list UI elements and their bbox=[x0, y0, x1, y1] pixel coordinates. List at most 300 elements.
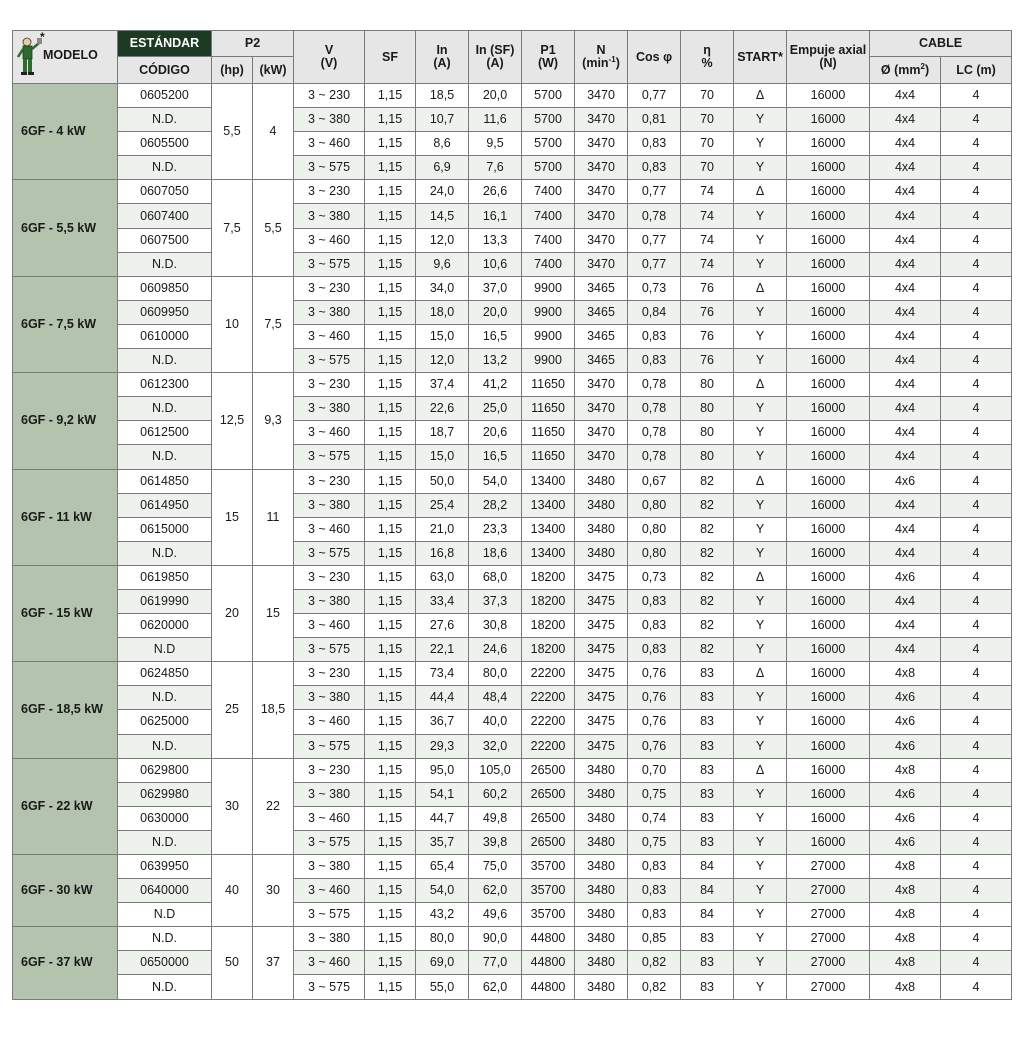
cell-p1: 18200 bbox=[522, 589, 575, 613]
cell-codigo: 0625000 bbox=[118, 710, 212, 734]
cell-sf: 1,15 bbox=[365, 324, 416, 348]
cell-cable-lc: 4 bbox=[941, 180, 1012, 204]
cell-empuje: 16000 bbox=[787, 806, 870, 830]
cell-p1: 9900 bbox=[522, 349, 575, 373]
cell-eta: 70 bbox=[681, 108, 734, 132]
cell-empuje: 16000 bbox=[787, 758, 870, 782]
cell-p1: 35700 bbox=[522, 903, 575, 927]
cell-in-sf: 13,2 bbox=[469, 349, 522, 373]
table-row bbox=[13, 421, 1012, 445]
table-row bbox=[13, 830, 1012, 854]
cell-eta: 84 bbox=[681, 879, 734, 903]
cell-sf: 1,15 bbox=[365, 830, 416, 854]
model-cell: 6GF - 9,2 kW bbox=[13, 373, 118, 469]
cell-cable-diam: 4x6 bbox=[870, 734, 941, 758]
cell-voltage: 3 ~ 230 bbox=[294, 758, 365, 782]
cell-eta: 74 bbox=[681, 252, 734, 276]
cell-n: 3470 bbox=[575, 84, 628, 108]
cell-cable-diam: 4x6 bbox=[870, 469, 941, 493]
cell-n: 3465 bbox=[575, 349, 628, 373]
header-hp: (hp) bbox=[212, 57, 253, 84]
cell-cable-lc: 4 bbox=[941, 445, 1012, 469]
cell-eta: 76 bbox=[681, 324, 734, 348]
cell-cos: 0,76 bbox=[628, 734, 681, 758]
cell-start: Y bbox=[734, 830, 787, 854]
cell-sf: 1,15 bbox=[365, 541, 416, 565]
cell-cable-lc: 4 bbox=[941, 565, 1012, 589]
cell-start: Y bbox=[734, 445, 787, 469]
cell-in-sf: 9,5 bbox=[469, 132, 522, 156]
cell-empuje: 27000 bbox=[787, 855, 870, 879]
cell-n: 3470 bbox=[575, 373, 628, 397]
cell-eta: 83 bbox=[681, 686, 734, 710]
cell-cos: 0,76 bbox=[628, 710, 681, 734]
cell-n: 3465 bbox=[575, 324, 628, 348]
cell-cable-diam: 4x8 bbox=[870, 927, 941, 951]
header-p2: P2 bbox=[212, 31, 294, 57]
cell-codigo: N.D. bbox=[118, 734, 212, 758]
cell-sf: 1,15 bbox=[365, 180, 416, 204]
cell-n: 3480 bbox=[575, 879, 628, 903]
header-lc: LC (m) bbox=[941, 57, 1012, 84]
model-cell: 6GF - 37 kW bbox=[13, 927, 118, 999]
cell-codigo: 0629980 bbox=[118, 782, 212, 806]
cell-voltage: 3 ~ 575 bbox=[294, 445, 365, 469]
table-row bbox=[13, 469, 1012, 493]
cell-empuje: 16000 bbox=[787, 469, 870, 493]
table-body bbox=[13, 84, 1012, 1000]
cell-n: 3480 bbox=[575, 517, 628, 541]
cell-eta: 70 bbox=[681, 156, 734, 180]
cell-p2-kw: 7,5 bbox=[253, 276, 294, 372]
cell-n: 3480 bbox=[575, 855, 628, 879]
cell-in: 44,7 bbox=[416, 806, 469, 830]
cell-empuje: 16000 bbox=[787, 493, 870, 517]
header-cos: Cos φ bbox=[628, 31, 681, 84]
cell-codigo: 0607050 bbox=[118, 180, 212, 204]
table-row bbox=[13, 927, 1012, 951]
cell-in: 54,0 bbox=[416, 879, 469, 903]
cell-cable-diam: 4x4 bbox=[870, 541, 941, 565]
cell-cable-diam: 4x4 bbox=[870, 180, 941, 204]
cell-voltage: 3 ~ 230 bbox=[294, 565, 365, 589]
cell-voltage: 3 ~ 230 bbox=[294, 662, 365, 686]
cell-cable-diam: 4x8 bbox=[870, 879, 941, 903]
table-row bbox=[13, 541, 1012, 565]
cell-in: 24,0 bbox=[416, 180, 469, 204]
cell-n: 3480 bbox=[575, 975, 628, 999]
cell-cable-lc: 4 bbox=[941, 734, 1012, 758]
cell-in-sf: 105,0 bbox=[469, 758, 522, 782]
cell-in-sf: 13,3 bbox=[469, 228, 522, 252]
cell-n: 3470 bbox=[575, 180, 628, 204]
cell-sf: 1,15 bbox=[365, 421, 416, 445]
cell-n: 3480 bbox=[575, 830, 628, 854]
cell-p1: 22200 bbox=[522, 686, 575, 710]
cell-start: Y bbox=[734, 927, 787, 951]
cell-voltage: 3 ~ 460 bbox=[294, 879, 365, 903]
cell-cable-lc: 4 bbox=[941, 879, 1012, 903]
cell-cable-lc: 4 bbox=[941, 758, 1012, 782]
cell-voltage: 3 ~ 380 bbox=[294, 397, 365, 421]
cell-empuje: 16000 bbox=[787, 541, 870, 565]
cell-empuje: 16000 bbox=[787, 349, 870, 373]
cell-p1: 7400 bbox=[522, 252, 575, 276]
header-empuje: Empuje axial (N) bbox=[787, 31, 870, 84]
cell-p1: 26500 bbox=[522, 782, 575, 806]
table-row bbox=[13, 397, 1012, 421]
cell-n: 3475 bbox=[575, 565, 628, 589]
cell-codigo: 0609950 bbox=[118, 300, 212, 324]
cell-start: Y bbox=[734, 517, 787, 541]
cell-empuje: 27000 bbox=[787, 903, 870, 927]
cell-empuje: 16000 bbox=[787, 445, 870, 469]
cell-eta: 82 bbox=[681, 638, 734, 662]
cell-cos: 0,83 bbox=[628, 903, 681, 927]
cell-sf: 1,15 bbox=[365, 300, 416, 324]
cell-in-sf: 16,5 bbox=[469, 324, 522, 348]
cell-cos: 0,84 bbox=[628, 300, 681, 324]
cell-in: 35,7 bbox=[416, 830, 469, 854]
cell-in-sf: 39,8 bbox=[469, 830, 522, 854]
cell-n: 3470 bbox=[575, 421, 628, 445]
cell-empuje: 16000 bbox=[787, 132, 870, 156]
cell-cos: 0,74 bbox=[628, 806, 681, 830]
cell-empuje: 16000 bbox=[787, 589, 870, 613]
cell-n: 3465 bbox=[575, 300, 628, 324]
header-sf: SF bbox=[365, 31, 416, 84]
cell-in: 27,6 bbox=[416, 614, 469, 638]
cell-start: Δ bbox=[734, 565, 787, 589]
cell-codigo: 0605200 bbox=[118, 84, 212, 108]
cell-start: Y bbox=[734, 614, 787, 638]
cell-in-sf: 80,0 bbox=[469, 662, 522, 686]
header-in-sf: In (SF) (A) bbox=[469, 31, 522, 84]
cell-codigo: 0612300 bbox=[118, 373, 212, 397]
cell-empuje: 16000 bbox=[787, 324, 870, 348]
cell-cable-diam: 4x4 bbox=[870, 324, 941, 348]
cell-eta: 74 bbox=[681, 180, 734, 204]
model-cell: 6GF - 11 kW bbox=[13, 469, 118, 565]
header-modelo bbox=[13, 31, 118, 84]
cell-cable-diam: 4x4 bbox=[870, 614, 941, 638]
cell-p2-hp: 20 bbox=[212, 565, 253, 661]
cell-sf: 1,15 bbox=[365, 638, 416, 662]
cell-start: Y bbox=[734, 638, 787, 662]
cell-cable-lc: 4 bbox=[941, 421, 1012, 445]
cell-cable-diam: 4x6 bbox=[870, 806, 941, 830]
cell-cable-diam: 4x4 bbox=[870, 493, 941, 517]
cell-in: 34,0 bbox=[416, 276, 469, 300]
cell-p2-hp: 50 bbox=[212, 927, 253, 999]
cell-cos: 0,78 bbox=[628, 421, 681, 445]
cell-start: Y bbox=[734, 589, 787, 613]
cell-voltage: 3 ~ 380 bbox=[294, 855, 365, 879]
table-row bbox=[13, 300, 1012, 324]
cell-p1: 13400 bbox=[522, 469, 575, 493]
cell-in: 22,6 bbox=[416, 397, 469, 421]
cell-codigo: N.D. bbox=[118, 686, 212, 710]
cell-cable-lc: 4 bbox=[941, 830, 1012, 854]
cell-p1: 13400 bbox=[522, 517, 575, 541]
cell-n: 3475 bbox=[575, 638, 628, 662]
cell-in-sf: 20,6 bbox=[469, 421, 522, 445]
cell-n: 3465 bbox=[575, 276, 628, 300]
cell-codigo: 0620000 bbox=[118, 614, 212, 638]
cell-codigo: 0607400 bbox=[118, 204, 212, 228]
cell-sf: 1,15 bbox=[365, 156, 416, 180]
table-row bbox=[13, 493, 1012, 517]
cell-p1: 13400 bbox=[522, 493, 575, 517]
cell-in-sf: 16,1 bbox=[469, 204, 522, 228]
cell-p1: 11650 bbox=[522, 445, 575, 469]
cell-eta: 83 bbox=[681, 710, 734, 734]
cell-codigo: 0614950 bbox=[118, 493, 212, 517]
cell-cable-lc: 4 bbox=[941, 589, 1012, 613]
table-row bbox=[13, 204, 1012, 228]
cell-empuje: 16000 bbox=[787, 228, 870, 252]
cell-empuje: 16000 bbox=[787, 565, 870, 589]
cell-sf: 1,15 bbox=[365, 493, 416, 517]
cell-voltage: 3 ~ 380 bbox=[294, 204, 365, 228]
table-row bbox=[13, 806, 1012, 830]
table-row bbox=[13, 445, 1012, 469]
cell-eta: 83 bbox=[681, 927, 734, 951]
model-cell: 6GF - 15 kW bbox=[13, 565, 118, 661]
cell-cable-lc: 4 bbox=[941, 156, 1012, 180]
cell-cable-diam: 4x4 bbox=[870, 252, 941, 276]
cell-cos: 0,77 bbox=[628, 252, 681, 276]
cell-sf: 1,15 bbox=[365, 879, 416, 903]
cell-codigo: N.D. bbox=[118, 108, 212, 132]
cell-cable-lc: 4 bbox=[941, 662, 1012, 686]
cell-voltage: 3 ~ 575 bbox=[294, 975, 365, 999]
cell-in: 15,0 bbox=[416, 445, 469, 469]
cell-p1: 44800 bbox=[522, 927, 575, 951]
logo-star: * bbox=[40, 30, 45, 44]
cell-voltage: 3 ~ 575 bbox=[294, 903, 365, 927]
cell-in-sf: 24,6 bbox=[469, 638, 522, 662]
cell-in-sf: 25,0 bbox=[469, 397, 522, 421]
cell-cos: 0,73 bbox=[628, 565, 681, 589]
table-row bbox=[13, 758, 1012, 782]
cell-in: 15,0 bbox=[416, 324, 469, 348]
cell-p2-kw: 9,3 bbox=[253, 373, 294, 469]
cell-cable-lc: 4 bbox=[941, 517, 1012, 541]
cell-start: Y bbox=[734, 204, 787, 228]
header-v: V (V) bbox=[294, 31, 365, 84]
cell-cable-diam: 4x4 bbox=[870, 445, 941, 469]
cell-p1: 5700 bbox=[522, 132, 575, 156]
cell-in: 6,9 bbox=[416, 156, 469, 180]
header-p1: P1 (W) bbox=[522, 31, 575, 84]
cell-start: Δ bbox=[734, 758, 787, 782]
cell-empuje: 16000 bbox=[787, 830, 870, 854]
cell-eta: 83 bbox=[681, 758, 734, 782]
cell-voltage: 3 ~ 230 bbox=[294, 373, 365, 397]
cell-empuje: 16000 bbox=[787, 252, 870, 276]
cell-in: 44,4 bbox=[416, 686, 469, 710]
cell-codigo: N.D. bbox=[118, 927, 212, 951]
cell-eta: 83 bbox=[681, 975, 734, 999]
cell-cable-lc: 4 bbox=[941, 349, 1012, 373]
cell-sf: 1,15 bbox=[365, 228, 416, 252]
table-row bbox=[13, 349, 1012, 373]
cell-eta: 83 bbox=[681, 662, 734, 686]
cell-in: 14,5 bbox=[416, 204, 469, 228]
cell-p1: 7400 bbox=[522, 180, 575, 204]
cell-in-sf: 32,0 bbox=[469, 734, 522, 758]
cell-voltage: 3 ~ 575 bbox=[294, 541, 365, 565]
cell-start: Y bbox=[734, 710, 787, 734]
cell-empuje: 27000 bbox=[787, 879, 870, 903]
model-cell: 6GF - 5,5 kW bbox=[13, 180, 118, 276]
header-cable: CABLE bbox=[870, 31, 1012, 57]
cell-sf: 1,15 bbox=[365, 397, 416, 421]
cell-in-sf: 11,6 bbox=[469, 108, 522, 132]
cell-sf: 1,15 bbox=[365, 855, 416, 879]
cell-start: Δ bbox=[734, 276, 787, 300]
header-codigo: CÓDIGO bbox=[118, 57, 212, 84]
cell-start: Y bbox=[734, 903, 787, 927]
cell-voltage: 3 ~ 575 bbox=[294, 156, 365, 180]
cell-codigo: 0629800 bbox=[118, 758, 212, 782]
cell-in: 18,0 bbox=[416, 300, 469, 324]
cell-codigo: 0630000 bbox=[118, 806, 212, 830]
cell-start: Y bbox=[734, 108, 787, 132]
table-row bbox=[13, 951, 1012, 975]
cell-p1: 11650 bbox=[522, 397, 575, 421]
cell-in: 65,4 bbox=[416, 855, 469, 879]
cell-start: Δ bbox=[734, 84, 787, 108]
cell-empuje: 16000 bbox=[787, 373, 870, 397]
cell-empuje: 27000 bbox=[787, 927, 870, 951]
cell-voltage: 3 ~ 575 bbox=[294, 252, 365, 276]
cell-p2-hp: 10 bbox=[212, 276, 253, 372]
cell-p1: 22200 bbox=[522, 734, 575, 758]
cell-cable-lc: 4 bbox=[941, 397, 1012, 421]
cell-p1: 7400 bbox=[522, 204, 575, 228]
cell-in: 25,4 bbox=[416, 493, 469, 517]
cell-start: Y bbox=[734, 421, 787, 445]
cell-n: 3480 bbox=[575, 541, 628, 565]
cell-voltage: 3 ~ 460 bbox=[294, 951, 365, 975]
cell-in: 12,0 bbox=[416, 349, 469, 373]
cell-in-sf: 48,4 bbox=[469, 686, 522, 710]
cell-eta: 82 bbox=[681, 565, 734, 589]
header-estandar: ESTÁNDAR bbox=[118, 31, 212, 57]
cell-eta: 83 bbox=[681, 806, 734, 830]
cell-sf: 1,15 bbox=[365, 975, 416, 999]
table-row bbox=[13, 276, 1012, 300]
cell-sf: 1,15 bbox=[365, 614, 416, 638]
cell-cos: 0,76 bbox=[628, 686, 681, 710]
cell-n: 3475 bbox=[575, 614, 628, 638]
cell-p1: 44800 bbox=[522, 951, 575, 975]
cell-voltage: 3 ~ 230 bbox=[294, 84, 365, 108]
cell-cable-lc: 4 bbox=[941, 373, 1012, 397]
cell-cos: 0,83 bbox=[628, 614, 681, 638]
cell-start: Y bbox=[734, 951, 787, 975]
model-cell: 6GF - 22 kW bbox=[13, 758, 118, 854]
cell-voltage: 3 ~ 460 bbox=[294, 132, 365, 156]
cell-empuje: 16000 bbox=[787, 710, 870, 734]
table-row bbox=[13, 614, 1012, 638]
cell-n: 3470 bbox=[575, 108, 628, 132]
cell-sf: 1,15 bbox=[365, 469, 416, 493]
cell-sf: 1,15 bbox=[365, 782, 416, 806]
cell-eta: 74 bbox=[681, 204, 734, 228]
cell-n: 3480 bbox=[575, 469, 628, 493]
cell-in: 37,4 bbox=[416, 373, 469, 397]
cell-cos: 0,77 bbox=[628, 180, 681, 204]
cell-in: 22,1 bbox=[416, 638, 469, 662]
cell-voltage: 3 ~ 380 bbox=[294, 108, 365, 132]
cell-eta: 82 bbox=[681, 517, 734, 541]
cell-p1: 5700 bbox=[522, 108, 575, 132]
table-row bbox=[13, 324, 1012, 348]
cell-cos: 0,83 bbox=[628, 156, 681, 180]
cell-p1: 26500 bbox=[522, 830, 575, 854]
table-row bbox=[13, 710, 1012, 734]
cell-cos: 0,83 bbox=[628, 638, 681, 662]
cell-cos: 0,80 bbox=[628, 493, 681, 517]
model-cell: 6GF - 7,5 kW bbox=[13, 276, 118, 372]
cell-in: 18,5 bbox=[416, 84, 469, 108]
cell-eta: 80 bbox=[681, 445, 734, 469]
cell-empuje: 16000 bbox=[787, 734, 870, 758]
cell-codigo: N.D bbox=[118, 638, 212, 662]
cell-in-sf: 20,0 bbox=[469, 84, 522, 108]
cell-cable-lc: 4 bbox=[941, 686, 1012, 710]
cell-codigo: 0612500 bbox=[118, 421, 212, 445]
cell-sf: 1,15 bbox=[365, 927, 416, 951]
cell-codigo: N.D. bbox=[118, 975, 212, 999]
cell-start: Y bbox=[734, 806, 787, 830]
cell-codigo: N.D. bbox=[118, 830, 212, 854]
cell-eta: 76 bbox=[681, 300, 734, 324]
cell-empuje: 16000 bbox=[787, 84, 870, 108]
cell-cable-diam: 4x8 bbox=[870, 662, 941, 686]
cell-codigo: 0615000 bbox=[118, 517, 212, 541]
cell-in-sf: 54,0 bbox=[469, 469, 522, 493]
cell-cable-diam: 4x4 bbox=[870, 108, 941, 132]
cell-voltage: 3 ~ 460 bbox=[294, 614, 365, 638]
cell-voltage: 3 ~ 380 bbox=[294, 589, 365, 613]
cell-in: 69,0 bbox=[416, 951, 469, 975]
cell-start: Y bbox=[734, 349, 787, 373]
cell-eta: 83 bbox=[681, 782, 734, 806]
cell-codigo: 0614850 bbox=[118, 469, 212, 493]
cell-cable-lc: 4 bbox=[941, 782, 1012, 806]
cell-p2-kw: 18,5 bbox=[253, 662, 294, 758]
cell-cos: 0,80 bbox=[628, 517, 681, 541]
cell-in-sf: 20,0 bbox=[469, 300, 522, 324]
cell-p1: 26500 bbox=[522, 806, 575, 830]
cell-voltage: 3 ~ 575 bbox=[294, 349, 365, 373]
cell-p2-kw: 11 bbox=[253, 469, 294, 565]
cell-cos: 0,83 bbox=[628, 879, 681, 903]
table-row bbox=[13, 517, 1012, 541]
cell-start: Y bbox=[734, 734, 787, 758]
cell-in: 16,8 bbox=[416, 541, 469, 565]
cell-cos: 0,75 bbox=[628, 782, 681, 806]
cell-in-sf: 18,6 bbox=[469, 541, 522, 565]
cell-p1: 9900 bbox=[522, 276, 575, 300]
cell-empuje: 16000 bbox=[787, 662, 870, 686]
cell-in: 63,0 bbox=[416, 565, 469, 589]
cell-cable-lc: 4 bbox=[941, 469, 1012, 493]
